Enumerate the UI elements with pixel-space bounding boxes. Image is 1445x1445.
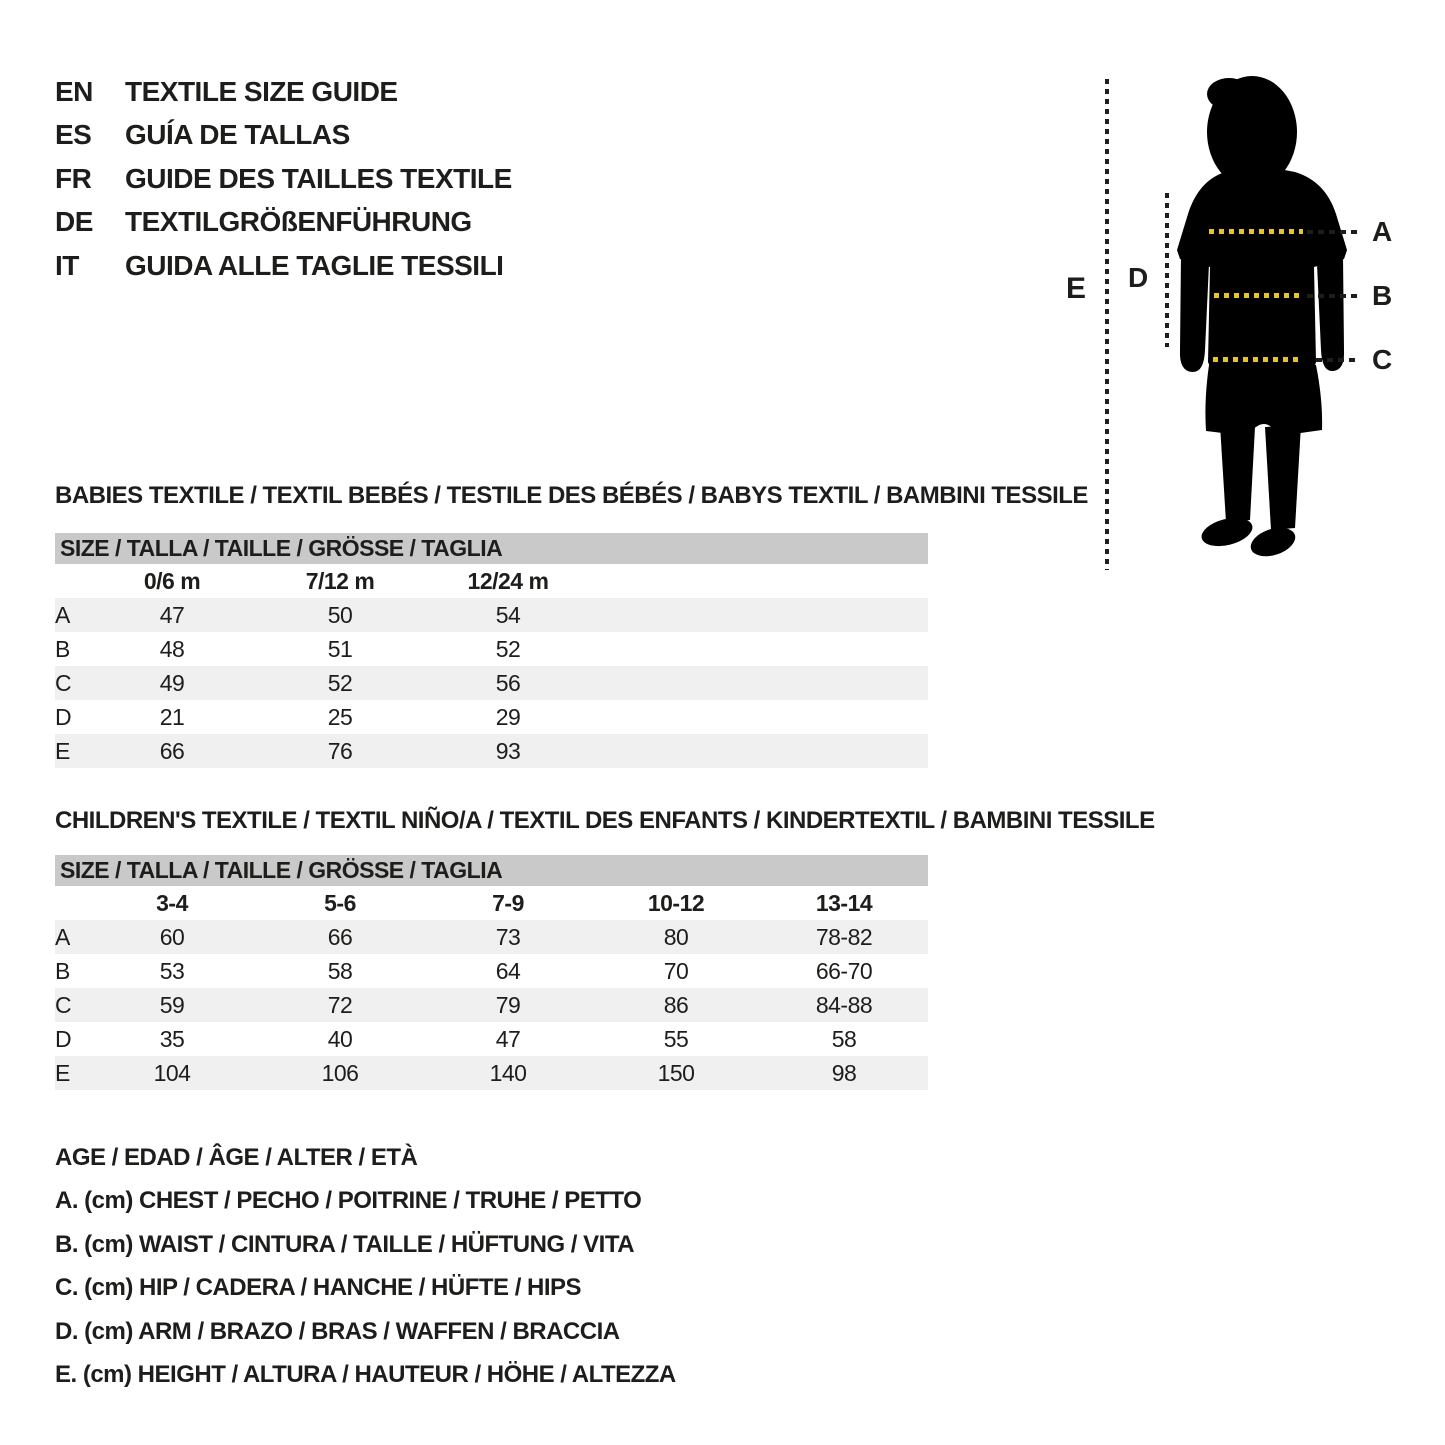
cell-value: 55 <box>663 1025 689 1052</box>
cell-value: 29 <box>495 703 521 730</box>
cell-value: 150 <box>592 1056 760 1090</box>
table-row <box>55 734 928 768</box>
table-row <box>55 700 928 734</box>
language-code: IT <box>55 249 79 281</box>
language-row-es <box>55 114 512 158</box>
table-header-bar <box>55 533 928 564</box>
height-measure-line-e <box>1105 79 1109 570</box>
cell-value: 54 <box>424 598 592 632</box>
chest-measure-line-a <box>1209 229 1303 234</box>
table-header-label: SIZE / TALLA / TAILLE / GRÖSSE / TAGLIA <box>55 855 928 886</box>
row-label: E <box>55 734 88 768</box>
cell-value: 60 <box>88 920 256 954</box>
cell-value: 80 <box>592 920 760 954</box>
cell-value: 104 <box>88 1056 256 1090</box>
cell-value: 66-70 <box>815 957 873 984</box>
legend-waist-b: B. (cm) WAIST / CINTURA / TAILLE / HÜFTUNG / VITA <box>55 1230 635 1258</box>
language-code: ES <box>55 119 92 151</box>
babies-size-table <box>55 533 928 768</box>
chest-leader-line-a <box>1307 230 1362 234</box>
row-label: C <box>55 666 88 700</box>
table-row <box>55 1022 928 1056</box>
size-column: 12/24 m <box>467 567 549 594</box>
cell-value: 50 <box>256 598 424 632</box>
legend-arm-d: D. (cm) ARM / BRAZO / BRAS / WAFFEN / BRACCIA <box>55 1317 620 1345</box>
size-column: 7/12 m <box>305 567 375 594</box>
legend-height-e: E. (cm) HEIGHT / ALTURA / HAUTEUR / HÖHE / ALTEZZA <box>55 1361 676 1389</box>
hip-measure-line-c <box>1213 357 1303 362</box>
language-row-fr <box>55 157 512 201</box>
cell-value: 52 <box>495 635 521 662</box>
cell-value: 58 <box>831 1025 857 1052</box>
legend-hip-c: C. (cm) HIP / CADERA / HANCHE / HÜFTE / HIPS <box>55 1274 582 1302</box>
cell-value: 52 <box>256 666 424 700</box>
table-row <box>55 988 928 1022</box>
size-column: 0/6 m <box>143 567 201 594</box>
guide-title-fr: GUIDE DES TAILLES TEXTILE <box>125 162 512 194</box>
cell-value: 66 <box>88 734 256 768</box>
cell-value: 78-82 <box>760 920 928 954</box>
table-header-label: SIZE / TALLA / TAILLE / GRÖSSE / TAGLIA <box>55 533 928 564</box>
size-column: 5-6 <box>324 889 356 916</box>
legend-chest-a: A. (cm) CHEST / PECHO / POITRINE / TRUHE / PETTO <box>55 1187 642 1215</box>
size-column: 10-12 <box>647 889 705 916</box>
row-label: B <box>55 957 70 984</box>
row-label: A <box>55 598 88 632</box>
cell-value: 93 <box>424 734 592 768</box>
cell-value: 21 <box>159 703 185 730</box>
measurement-legend <box>55 1136 676 1397</box>
guide-title-en: TEXTILE SIZE GUIDE <box>125 75 398 107</box>
guide-title-es: GUÍA DE TALLAS <box>125 119 350 151</box>
cell-value: 35 <box>159 1025 185 1052</box>
marker-label-a: A <box>1372 216 1392 247</box>
cell-value: 86 <box>592 988 760 1022</box>
cell-value: 66 <box>256 920 424 954</box>
language-row-de <box>55 201 512 245</box>
cell-value: 51 <box>327 635 353 662</box>
table-row <box>55 632 928 666</box>
guide-title-it: GUIDA ALLE TAGLIE TESSILI <box>125 249 504 281</box>
cell-value: 49 <box>88 666 256 700</box>
cell-value: 106 <box>256 1056 424 1090</box>
children-section-title: CHILDREN'S TEXTILE / TEXTIL NIÑO/A / TEXTIL DES ENFANTS / KINDERTEXTIL / BAMBINI TESSILE <box>55 807 1155 834</box>
size-column: 7-9 <box>492 889 524 916</box>
language-row-it <box>55 244 512 288</box>
marker-label-e: E <box>1066 272 1086 305</box>
table-row <box>55 920 928 954</box>
row-label: C <box>55 988 88 1022</box>
language-row-en <box>55 70 512 114</box>
language-code: EN <box>55 75 93 107</box>
size-columns-row <box>55 886 928 920</box>
legend-age: AGE / EDAD / ÂGE / ALTER / ETÀ <box>55 1143 418 1171</box>
cell-value: 64 <box>495 957 521 984</box>
cell-value: 59 <box>88 988 256 1022</box>
cell-value: 98 <box>760 1056 928 1090</box>
cell-value: 76 <box>256 734 424 768</box>
cell-value: 84-88 <box>760 988 928 1022</box>
cell-value: 47 <box>495 1025 521 1052</box>
table-row <box>55 598 928 632</box>
cell-value: 79 <box>424 988 592 1022</box>
cell-value: 48 <box>159 635 185 662</box>
cell-value: 58 <box>327 957 353 984</box>
cell-value: 47 <box>88 598 256 632</box>
marker-label-b: B <box>1372 280 1392 311</box>
cell-value: 140 <box>424 1056 592 1090</box>
table-header-bar <box>55 855 928 886</box>
table-row <box>55 666 928 700</box>
marker-label-c: C <box>1372 344 1392 375</box>
table-row <box>55 954 928 988</box>
marker-label-d: D <box>1128 262 1148 293</box>
waist-measure-line-b <box>1214 293 1303 298</box>
language-code: DE <box>55 206 93 238</box>
language-title-list <box>55 70 512 288</box>
cell-value: 25 <box>327 703 353 730</box>
language-code: FR <box>55 162 92 194</box>
cell-value: 72 <box>256 988 424 1022</box>
children-size-table <box>55 855 928 1090</box>
babies-section-title: BABIES TEXTILE / TEXTIL BEBÉS / TESTILE DES BÉBÉS / BABYS TEXTIL / BAMBINI TESSILE <box>55 482 1088 509</box>
table-row <box>55 1056 928 1090</box>
waist-leader-line-b <box>1307 294 1362 298</box>
size-column: 13-14 <box>815 889 873 916</box>
row-label: A <box>55 920 88 954</box>
row-label: E <box>55 1056 88 1090</box>
size-columns-row <box>55 564 928 598</box>
guide-title-de: TEXTILGRÖßENFÜHRUNG <box>125 206 472 238</box>
size-column: 3-4 <box>156 889 188 916</box>
cell-value: 70 <box>663 957 689 984</box>
row-label: D <box>55 1025 72 1052</box>
child-silhouette-icon <box>1165 70 1365 570</box>
cell-value: 56 <box>424 666 592 700</box>
hip-leader-line-c <box>1316 358 1360 362</box>
cell-value: 73 <box>424 920 592 954</box>
cell-value: 53 <box>159 957 185 984</box>
cell-value: 40 <box>327 1025 353 1052</box>
row-label: D <box>55 703 72 730</box>
row-label: B <box>55 635 70 662</box>
